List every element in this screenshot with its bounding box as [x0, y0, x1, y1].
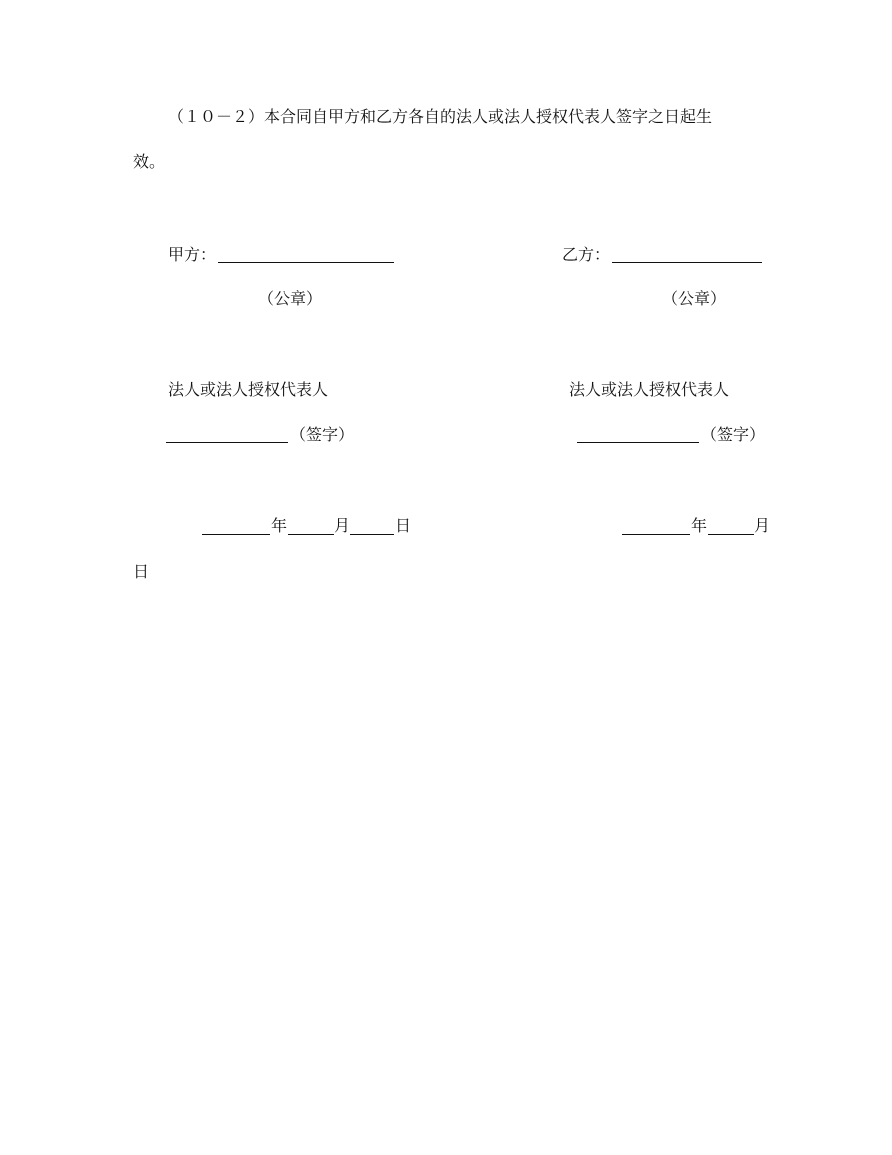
party-b-month-line[interactable] [708, 534, 754, 535]
party-b-rep-label: 法人或法人授权代表人 [569, 380, 730, 399]
party-a-rep-label: 法人或法人授权代表人 [168, 380, 329, 399]
party-a-year-line[interactable] [202, 534, 270, 535]
party-a-seal: （公章） [258, 289, 323, 308]
clause-line-1: （１０－２）本合同自甲方和乙方各自的法人或法人授权代表人签字之日起生 [168, 107, 713, 126]
party-b-label: 乙方： [562, 245, 611, 264]
party-a-name-line[interactable] [218, 262, 394, 263]
party-b-signature-line[interactable] [577, 442, 699, 443]
party-b-year-label: 年 [691, 516, 708, 535]
party-a-month-label: 月 [334, 516, 351, 535]
party-a-month-line[interactable] [288, 534, 334, 535]
party-b-year-line[interactable] [622, 534, 690, 535]
clause-line-2: 效。 [133, 152, 166, 171]
party-b-sign-suffix: （签字） [701, 425, 766, 444]
party-a-day-line[interactable] [350, 534, 394, 535]
party-a-sign-suffix: （签字） [290, 425, 355, 444]
party-b-month-label: 月 [754, 516, 771, 535]
party-a-label: 甲方： [168, 245, 217, 264]
party-b-day-label: 日 [133, 562, 150, 581]
party-a-signature-line[interactable] [166, 442, 288, 443]
party-a-day-label: 日 [395, 516, 412, 535]
party-b-name-line[interactable] [612, 262, 762, 263]
party-b-seal: （公章） [662, 289, 727, 308]
party-a-year-label: 年 [271, 516, 288, 535]
